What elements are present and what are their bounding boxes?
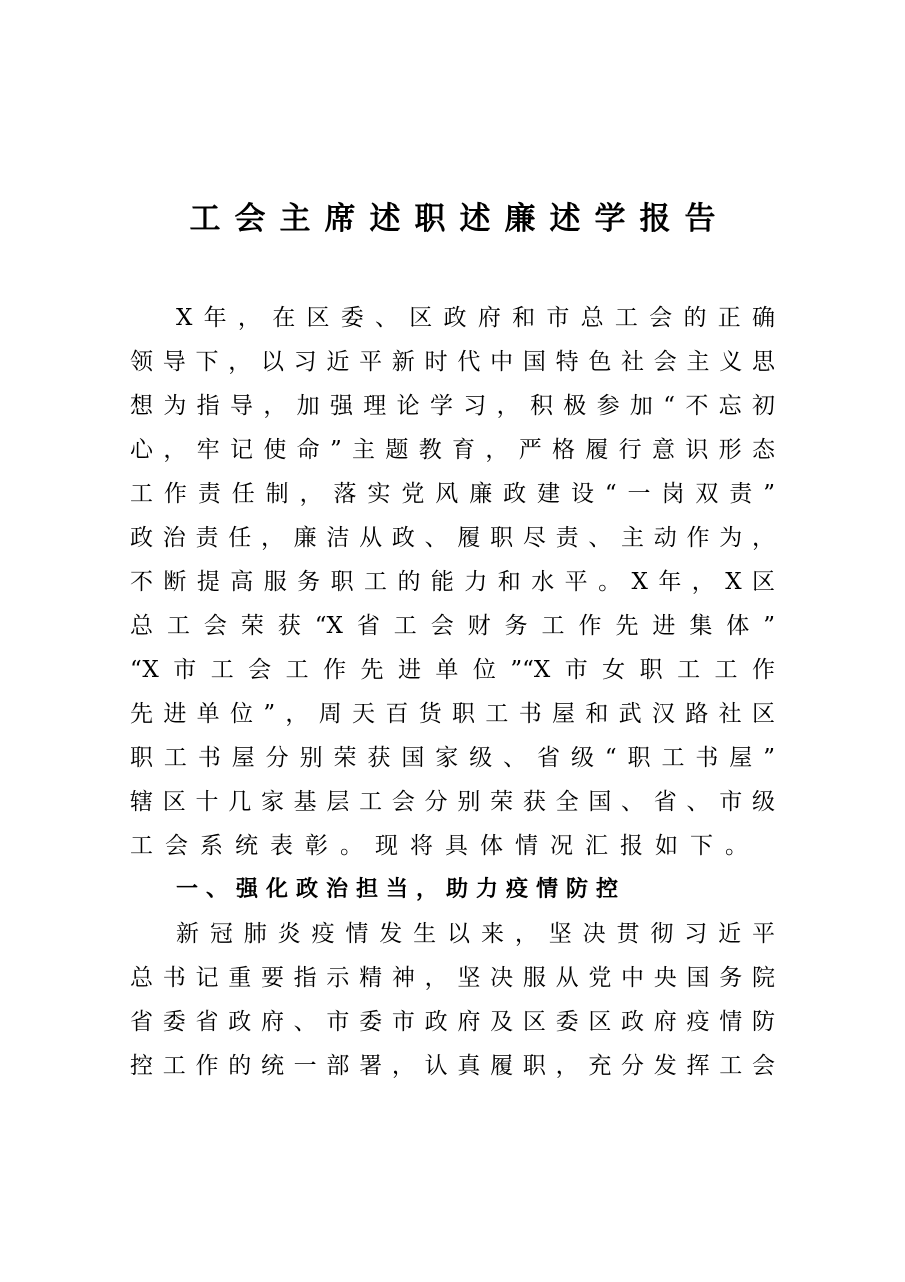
paragraph-line: 不断提高服务职工的能力和水平。X年，X区 — [130, 569, 775, 595]
paragraph-line: 辖区十几家基层工会分别荣获全国、省、市级 — [130, 789, 775, 815]
section-heading: 一、强化政治担当，助力疫情防控 — [176, 877, 627, 902]
paragraph-line: 新冠肺炎疫情发生以来，坚决贯彻习近平 — [176, 921, 775, 947]
paragraph-line: 心，牢记使命”主题教育，严格履行意识形态 — [130, 437, 775, 463]
document-title: 工会主席述职述廉述学报告 — [189, 201, 730, 237]
paragraph-line: 政治责任，廉洁从政、履职尽责、主动作为， — [130, 525, 775, 551]
paragraph-line: 省委省政府、市委市政府及区委区政府疫情防 — [130, 1009, 775, 1035]
paragraph-line: 职工书屋分别荣获国家级、省级“职工书屋” — [130, 745, 775, 771]
paragraph-line: 总工会荣获“X省工会财务工作先进集体” — [130, 613, 775, 639]
paragraph-line: “X市工会工作先进单位”“X市女职工工作 — [130, 657, 775, 683]
paragraph-line: 领导下，以习近平新时代中国特色社会主义思 — [130, 349, 775, 375]
document-body — [130, 296, 775, 1088]
paragraph-line: 想为指导，加强理论学习，积极参加“不忘初 — [130, 393, 775, 419]
paragraph-line: 先进单位”，周天百货职工书屋和武汉路社区 — [130, 701, 775, 727]
paragraph-line: X年，在区委、区政府和市总工会的正确 — [176, 305, 775, 331]
paragraph-line: 总书记重要指示精神，坚决服从党中央国务院 — [130, 965, 775, 991]
paragraph-line: 控工作的统一部署，认真履职，充分发挥工会 — [130, 1053, 775, 1079]
paragraph-line: 工作责任制，落实党风廉政建设“一岗双责” — [130, 481, 775, 507]
paragraph-line: 工会系统表彰。现将具体情况汇报如下。 — [130, 833, 760, 859]
